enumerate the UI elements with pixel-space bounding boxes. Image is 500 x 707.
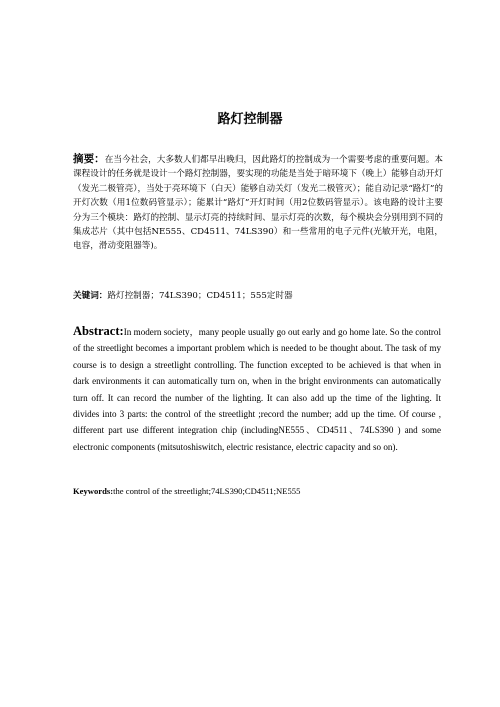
english-abstract-label: Abstract:: [73, 324, 124, 338]
chinese-abstract: [73, 152, 443, 254]
english-keywords-label: Keywords:: [73, 486, 114, 496]
page-title: 路灯控制器: [217, 112, 283, 127]
chinese-abstract-text: 在当今社会，大多数人们都早出晚归，因此路灯的控制成为一个需要考虑的重要问题。本课程设计的任务就是设计一个路灯控制器，要实现的功能是当处于暗环境下（晚上）能够自动开灯（发光二极管亮），当处于亮环境下（白天）能够自动关灯（发光二极管灭）；能自动记录“路灯”的开灯次数（用1位数码管显示）；能累计“路灯”开灯时间（用2位数码管显示）。该电路的设计主要分为三个模块：路灯的控制、显示灯亮的持续时间、显示灯亮的次数，每个模块会分别用到不同的集成芯片（其中包括NE555、CD4511、74LS390）和一些常用的电子元件(光敏开光，电阻，电容，滑动变阻器等)。: [73, 155, 443, 252]
english-keywords: [73, 484, 443, 498]
chinese-keywords-label: 关键词：: [73, 291, 108, 301]
english-abstract: [73, 323, 441, 455]
chinese-keywords-text: 路灯控制器；74LS390；CD4511；555定时器: [107, 291, 293, 301]
chinese-abstract-label: 摘要：: [73, 153, 105, 165]
english-keywords-text: the control of the streetlight;74LS390;CD4511;NE555: [113, 486, 301, 496]
english-abstract-text: In modern society，many people usually go out early and go home late. So the control of the streetlight becomes a important problem which is needed to be thought about. The task of my course is to design a streetlight controlling. The function excepted to be achieved is that when in dark environments it can automatically turn on, when in the bright environments can automatically turn off. It can record the number of the lighting. It can also add up the time of the lighting. It divides into 3 parts: the control of the streetlight ;record the number; add up the time. Of course , different part use different integration chip (includingNE555、CD4511、74LS390 ) and some electronic components (mitsutoshiswitch, electric resistance, electric capacity and so on).: [73, 327, 441, 452]
chinese-keywords: [73, 289, 443, 303]
